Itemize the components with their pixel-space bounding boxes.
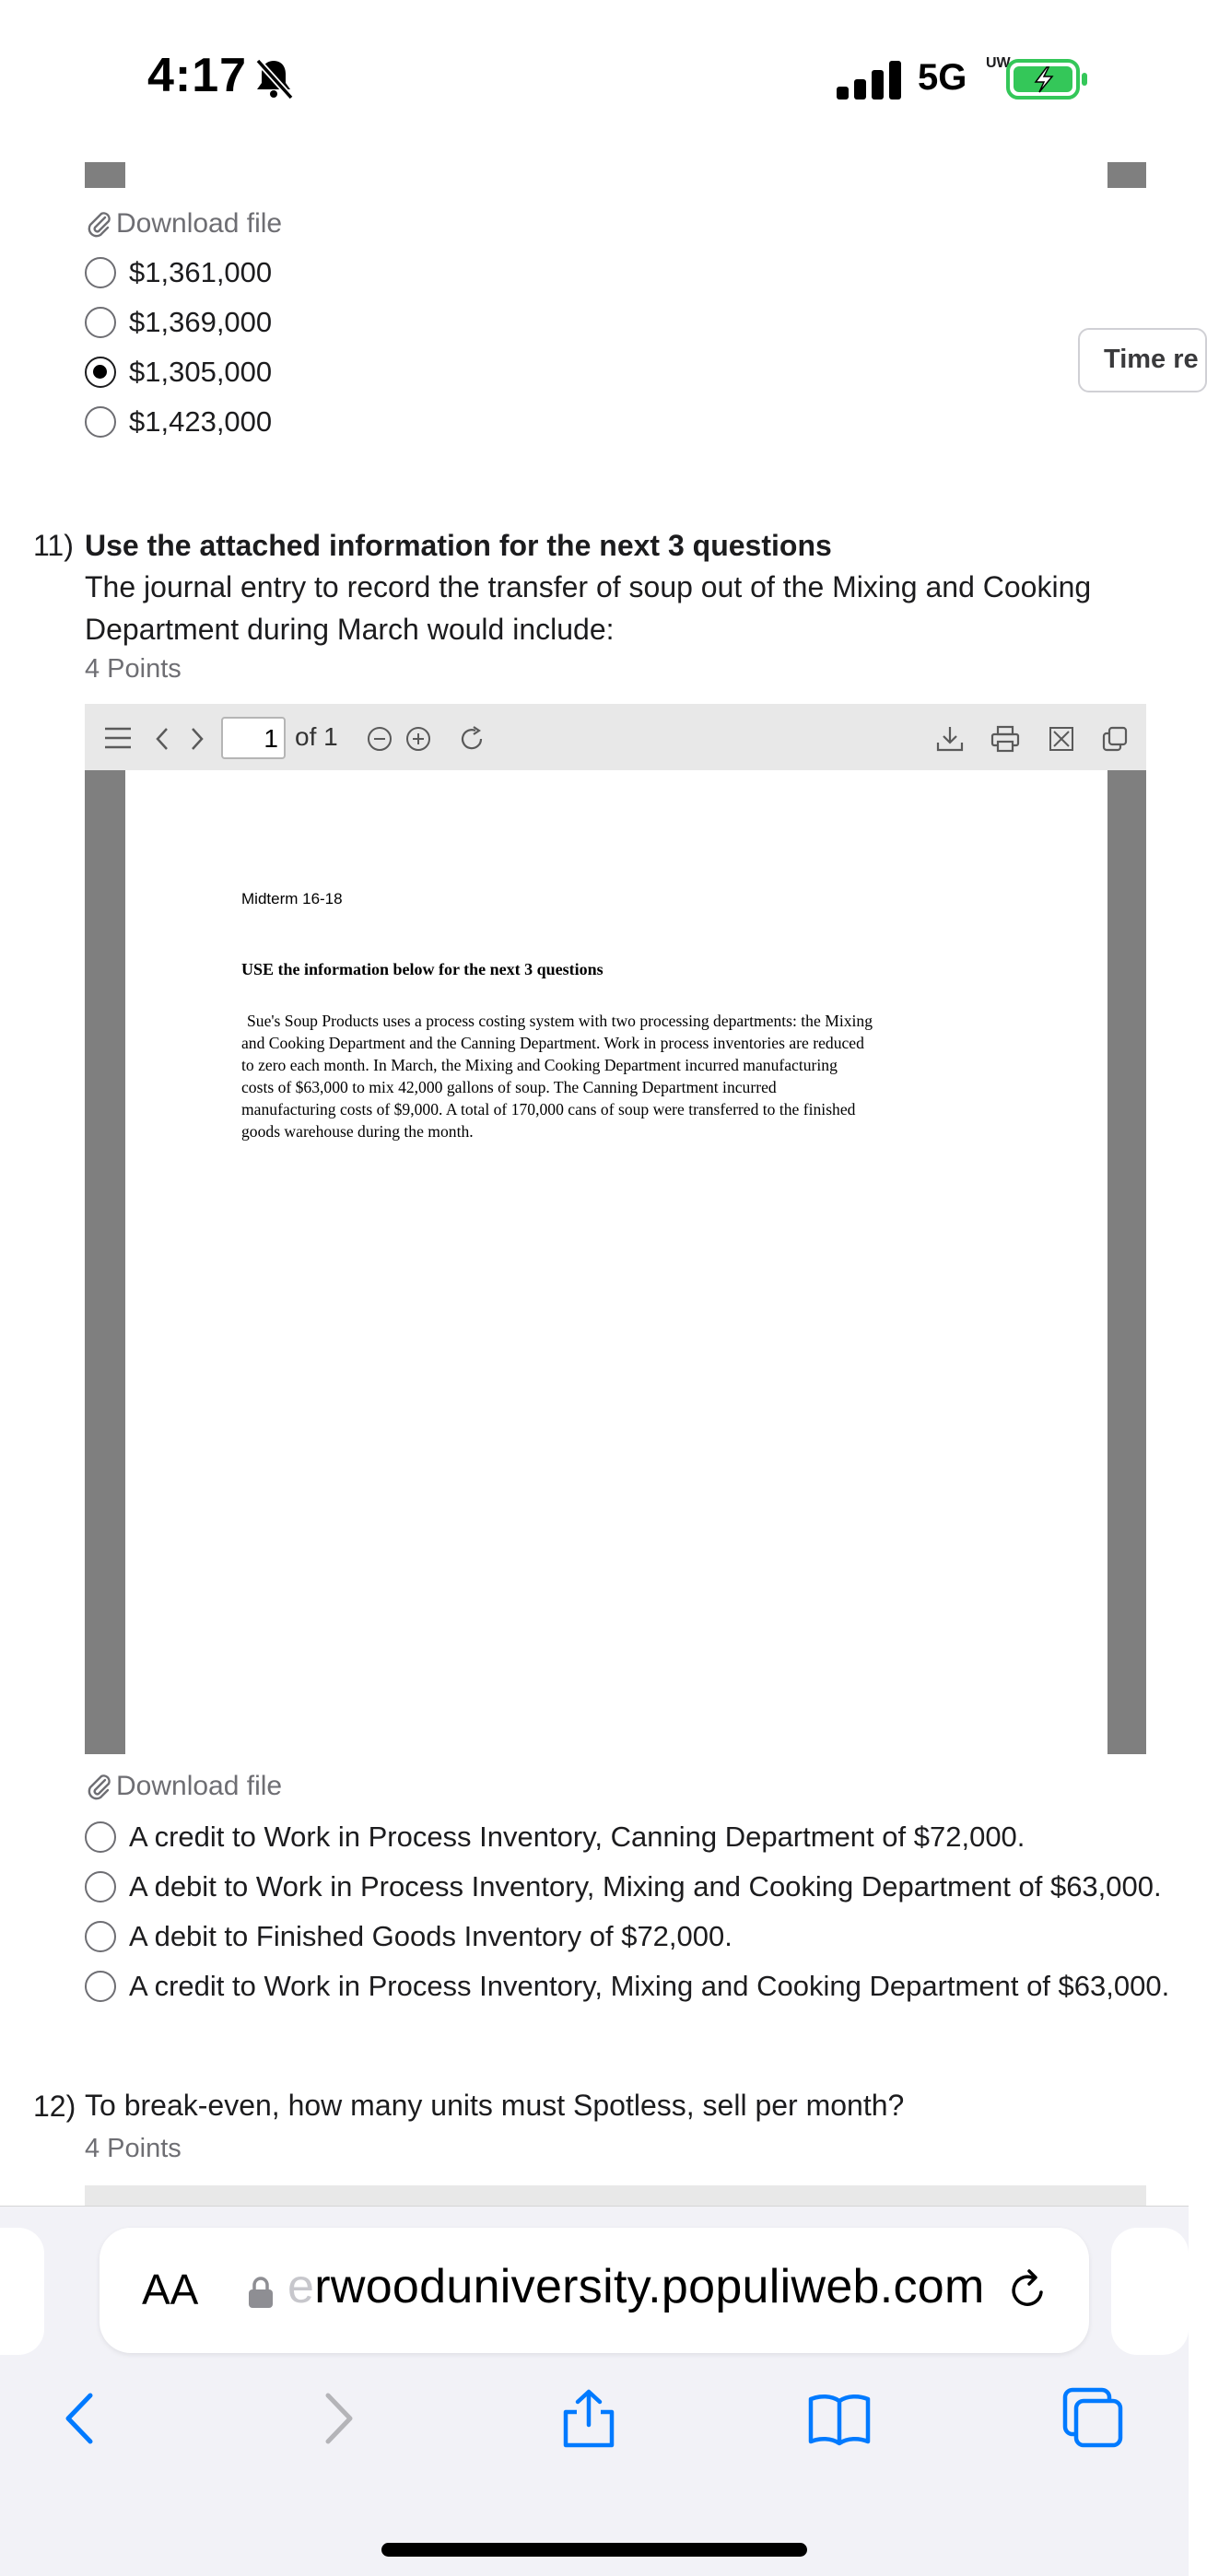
radio-button[interactable] (85, 406, 116, 438)
print-icon[interactable] (990, 724, 1021, 754)
forward-icon[interactable] (306, 2386, 370, 2451)
rotate-icon[interactable] (457, 724, 486, 754)
page-settings-button[interactable] (142, 2265, 198, 2314)
pdf-body-line: costs of $63,000 to mix 42,000 gallons of soup. The Canning Department incurred (241, 1078, 777, 1096)
fullscreen-icon[interactable] (1047, 724, 1076, 754)
lock-icon (247, 2276, 275, 2309)
download-icon[interactable] (934, 724, 966, 754)
pdf-viewer-edge (1107, 162, 1146, 188)
pdf-gutter-right (1107, 770, 1146, 1754)
answer-option[interactable] (85, 256, 272, 289)
share-icon[interactable] (557, 2386, 621, 2451)
back-icon[interactable] (48, 2386, 112, 2451)
download-file-link[interactable] (85, 208, 282, 240)
cell-signal-icon (837, 61, 903, 100)
question-number: 12) (33, 2090, 76, 2123)
answer-option[interactable] (85, 1970, 1169, 2003)
status-time: 4:17 (147, 49, 248, 102)
answer-option[interactable] (85, 1870, 1162, 1903)
answer-label: $1,305,000 (129, 356, 273, 388)
answer-label: A credit to Work in Process Inventory, Canning Department of $72,000. (129, 1821, 1025, 1853)
answer-option[interactable] (85, 1821, 1025, 1854)
question-number: 11) (33, 529, 74, 562)
radio-button[interactable] (85, 1921, 116, 1952)
radio-button-selected[interactable] (85, 357, 116, 388)
radio-button[interactable] (85, 1971, 116, 2002)
reload-icon[interactable] (1004, 2266, 1052, 2314)
pdf-heading: USE the information below for the next 3 questions (241, 960, 604, 978)
url-faded-prefix: e (287, 2260, 315, 2313)
question-title: Use the attached information for the next 3 questions (85, 529, 832, 562)
radio-button[interactable] (85, 257, 116, 288)
menu-icon[interactable] (103, 724, 133, 752)
answer-label: $1,369,000 (129, 306, 273, 338)
bookmarks-icon[interactable] (807, 2386, 872, 2451)
download-file-link[interactable] (85, 1771, 282, 1802)
answer-label: A debit to Finished Goods Inventory of $72,000. (129, 1920, 732, 1952)
home-indicator (381, 2543, 807, 2557)
next-page-icon[interactable] (188, 726, 206, 752)
tabs-icon[interactable] (1061, 2386, 1126, 2451)
download-file-label: Download file (116, 208, 283, 239)
silent-bell-icon (251, 55, 297, 101)
zoom-out-icon[interactable] (365, 724, 394, 754)
question-text: The journal entry to record the transfer of soup out of the Mixing and Cooking Department during March would include: (85, 570, 1092, 646)
page-number-input[interactable]: 1 (221, 717, 286, 759)
pdf-toolbar (85, 704, 1146, 770)
answer-option-selected[interactable] (85, 356, 272, 389)
pdf-toolbar-partial (85, 2185, 1146, 2206)
radio-button[interactable] (85, 1871, 116, 1903)
pdf-body-line: manufacturing costs of $9,000. A total of 170,000 cans of soup were transferred to the finished (241, 1100, 856, 1118)
zoom-in-icon[interactable] (404, 724, 433, 754)
pdf-body-line: and Cooking Department and the Canning Department. Work in process inventories are reduced (241, 1034, 864, 1052)
battery-charging-icon (1006, 57, 1089, 101)
pdf-body-line: goods warehouse during the month. (241, 1122, 474, 1141)
download-file-label: Download file (116, 1771, 283, 1801)
paperclip-icon (85, 1772, 114, 1801)
question-points: 4 Points (85, 654, 182, 684)
url-domain: rwooduniversity.populiweb.com (314, 2260, 985, 2313)
prev-page-icon[interactable] (153, 726, 171, 752)
pdf-viewer-edge (85, 162, 125, 188)
answer-option[interactable] (85, 306, 272, 339)
aa-label: AA (142, 2266, 199, 2313)
pdf-page-header: Midterm 16-18 (241, 890, 343, 907)
answer-label: A debit to Work in Process Inventory, Mixing and Cooking Department of $63,000. (129, 1870, 1162, 1903)
question-text: To break-even, how many units must Spotless, sell per month? (85, 2089, 905, 2122)
network-type-sup: UW (986, 55, 1011, 71)
pdf-body-line: to zero each month. In March, the Mixing and Cooking Department incurred manufacturing (241, 1056, 838, 1074)
answer-label: A credit to Work in Process Inventory, Mixing and Cooking Department of $63,000. (129, 1970, 1170, 2002)
network-type: 5G (918, 57, 967, 98)
answer-option[interactable] (85, 1920, 732, 1953)
pdf-body-text (241, 1010, 997, 1142)
pdf-gutter-left (85, 770, 125, 1754)
question-points: 4 Points (85, 2134, 182, 2163)
open-external-icon[interactable] (1100, 724, 1130, 754)
radio-button[interactable] (85, 1821, 116, 1853)
previous-tab-preview[interactable] (0, 2228, 44, 2355)
pdf-page (125, 770, 1107, 1754)
next-tab-preview[interactable] (1111, 2228, 1189, 2355)
url-text[interactable] (287, 2259, 985, 2314)
page-count: of 1 (295, 722, 338, 751)
pdf-body-line: Sue's Soup Products uses a process costing system with two processing departments: the Mixing (247, 1012, 873, 1030)
answer-option[interactable] (85, 405, 272, 439)
answer-label: $1,423,000 (129, 405, 273, 438)
answer-label: $1,361,000 (129, 256, 273, 288)
time-remaining-badge: Time re (1078, 328, 1207, 392)
paperclip-icon (85, 209, 114, 239)
radio-button[interactable] (85, 307, 116, 338)
